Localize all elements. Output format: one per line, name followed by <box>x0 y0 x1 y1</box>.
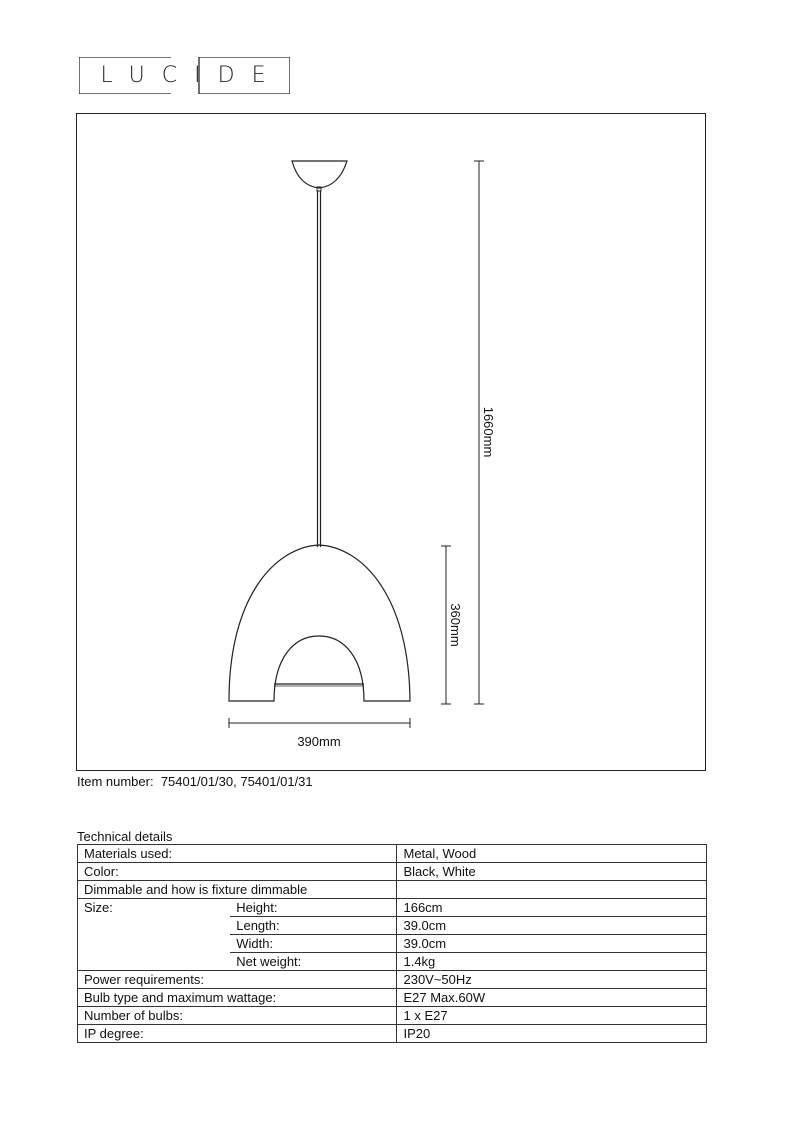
spec-label <box>78 935 231 953</box>
canopy <box>292 161 347 188</box>
shade <box>229 545 410 701</box>
spec-label: Dimmable and how is fixture dimmable <box>78 881 397 899</box>
spec-row <box>78 1025 707 1043</box>
spec-value: Metal, Wood <box>397 845 707 863</box>
item-number <box>77 774 313 789</box>
spec-row <box>78 899 707 917</box>
total-height-label: 1660mm <box>481 406 496 458</box>
spec-row <box>78 917 707 935</box>
spec-label: Number of bulbs: <box>78 1007 397 1025</box>
spec-label: Materials used: <box>78 845 397 863</box>
spec-label <box>78 917 231 935</box>
spec-label: Bulb type and maximum wattage: <box>78 989 397 1007</box>
spec-row <box>78 971 707 989</box>
spec-value: IP20 <box>397 1025 707 1043</box>
spec-row <box>78 935 707 953</box>
spec-value: 39.0cm <box>397 917 707 935</box>
item-number-label: Item number: <box>77 774 154 789</box>
spec-label: Color: <box>78 863 397 881</box>
spec-sublabel: Height: <box>230 899 397 917</box>
spec-value: 1 x E27 <box>397 1007 707 1025</box>
spec-row <box>78 1007 707 1025</box>
spec-value: E27 Max.60W <box>397 989 707 1007</box>
item-number-value: 75401/01/30, 75401/01/31 <box>160 774 313 789</box>
spec-sublabel: Width: <box>230 935 397 953</box>
drawing-frame <box>76 113 706 771</box>
width-label: 390mm <box>297 734 341 749</box>
spec-label: Power requirements: <box>78 971 397 989</box>
spec-value: 1.4kg <box>397 953 707 971</box>
spec-sublabel: Net weight: <box>230 953 397 971</box>
spec-value: 39.0cm <box>397 935 707 953</box>
spec-value: 166cm <box>397 899 707 917</box>
technical-details-table <box>77 844 707 1043</box>
spec-sublabel: Length: <box>230 917 397 935</box>
logo-text: LUCIDE <box>100 63 283 88</box>
brand-logo <box>79 57 290 94</box>
technical-details-heading: Technical details <box>77 829 173 844</box>
spec-label: Size: <box>78 899 231 917</box>
spec-row <box>78 881 707 899</box>
spec-value: 230V~50Hz <box>397 971 707 989</box>
spec-row <box>78 845 707 863</box>
lamp-drawing <box>77 114 707 772</box>
spec-row <box>78 863 707 881</box>
spec-value <box>397 881 707 899</box>
spec-label: IP degree: <box>78 1025 397 1043</box>
shade-height-label: 360mm <box>448 603 463 647</box>
spec-value: Black, White <box>397 863 707 881</box>
spec-row <box>78 989 707 1007</box>
spec-label <box>78 953 231 971</box>
spec-row <box>78 953 707 971</box>
